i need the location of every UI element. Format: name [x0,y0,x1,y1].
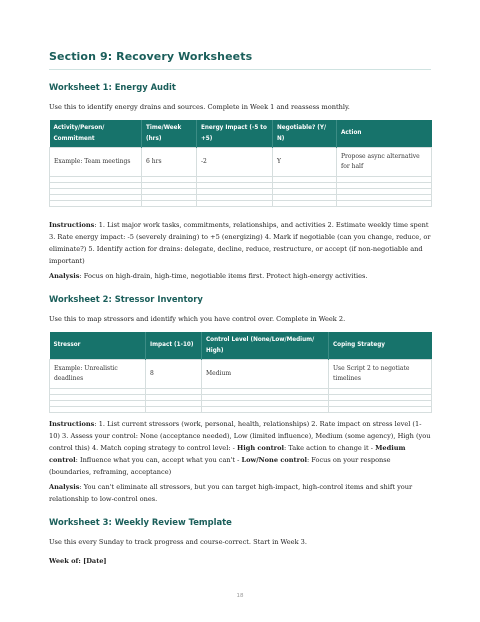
analysis-label: Analysis [49,272,80,280]
week-of-label: Week of: [Date] [49,557,107,565]
worksheet-2-instructions [49,418,431,478]
worksheet-2-analysis [49,481,431,505]
column-header: Energy Impact (-5 to +5) [197,120,273,148]
blank-cell[interactable] [337,201,432,207]
instructions-text: : 1. List current stressors (work, personal, health, relationships) 2. Rate impact on stress level (1-10) 3. Assess your control: None (acceptance needed), Low (limited influence), Medium (some agency), High (you control this) 4. Match coping strategy to control level: - [49,420,431,452]
worksheet-3-title: Worksheet 3: Weekly Review Template [49,517,232,527]
table-cell: 8 [146,360,202,389]
column-header: Coping Strategy [329,332,432,360]
table-cell: 6 hrs [142,148,197,177]
blank-cell[interactable] [146,407,202,413]
analysis-text: : You can't eliminate all stressors, but you can target high-impact, high-control items and shift your relationship to low-control ones. [49,483,413,503]
worksheet-1-title: Worksheet 1: Energy Audit [49,82,176,92]
instructions-text: : 1. List major work tasks, commitments, relationships, and activities 2. Estimate weekly time spent 3. Rate energy impact: -5 (severely draining) to +5 (energizing) 4. Mark if negotiable (can you change, reduce, or eliminate?) 5. Identify action for drains: delegate, decline, reduce, restructure, or accept (if non-negotiable and important) [49,221,431,265]
table-row [50,360,432,389]
table-header-row [50,332,432,360]
blank-cell[interactable] [329,407,432,413]
energy-audit-table [49,120,432,207]
column-header: Activity/Person/ Commitment [50,120,142,148]
section-divider [49,69,431,70]
blank-cell[interactable] [50,407,146,413]
worksheet-3-intro: Use this every Sunday to track progress and course-correct. Start in Week 3. [49,538,307,546]
column-header: Stressor [50,332,146,360]
column-header: Impact (1-10) [146,332,202,360]
section-title: Section 9: Recovery Worksheets [49,50,253,63]
column-header: Negotiable? (Y/ N) [273,120,337,148]
instructions-label: Instructions [49,420,95,428]
table-cell: Propose async alternative for half [337,148,432,177]
table-row [50,148,432,177]
table-header-row [50,120,432,148]
worksheet-1-analysis [49,270,431,282]
column-header: Action [337,120,432,148]
table-row-empty[interactable] [50,407,432,413]
instructions-label: Instructions [49,221,95,229]
blank-cell[interactable] [202,407,329,413]
column-header: Time/Week (hrs) [142,120,197,148]
low-control-label: Low/None control [241,456,307,464]
analysis-label: Analysis [49,483,80,491]
high-control-text: : Take action to change it - [284,444,376,452]
table-cell: Medium [202,360,329,389]
medium-control-label: Medium control [49,444,406,464]
analysis-text: : Focus on high-drain, high-time, negotiable items first. Protect high-energy activities. [79,272,368,280]
page-number: 18 [236,593,244,599]
low-control-text: : Focus on your response (boundaries, reframing, acceptance) [49,456,391,476]
high-control-label: High control [236,444,285,452]
blank-cell[interactable] [50,201,142,207]
worksheet-2-intro: Use this to map stressors and identify which you have control over. Complete in Week 2. [49,315,346,323]
stressor-inventory-table [49,332,432,413]
blank-cell[interactable] [197,201,273,207]
column-header: Control Level (None/Low/Medium/ High) [202,332,329,360]
table-cell: Y [273,148,337,177]
table-cell: Use Script 2 to negotiate timelines [329,360,432,389]
worksheet-2-title: Worksheet 2: Stressor Inventory [49,294,203,304]
worksheet-1-instructions [49,219,431,267]
table-cell: -2 [197,148,273,177]
medium-control-text: : Influence what you can, accept what you can't - [75,456,242,464]
worksheet-1-intro: Use this to identify energy drains and sources. Complete in Week 1 and reassess monthly. [49,103,350,111]
blank-cell[interactable] [273,201,337,207]
table-cell: Example: Team meetings [50,148,142,177]
blank-cell[interactable] [142,201,197,207]
table-cell: Example: Unrealistic deadlines [50,360,146,389]
table-row-empty[interactable] [50,201,432,207]
